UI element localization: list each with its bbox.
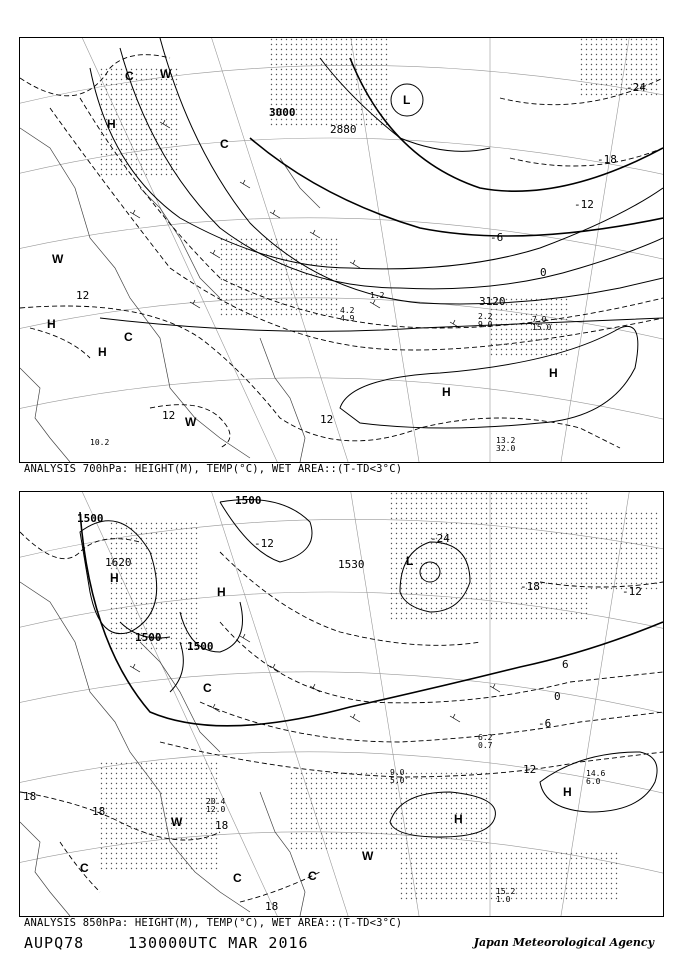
temperature-label: 12 <box>162 409 176 422</box>
warm-center: W <box>52 252 64 266</box>
high-center: H <box>98 345 107 359</box>
temperature-label: 12 <box>320 413 334 426</box>
station-temp: 20.4 <box>206 797 226 806</box>
station-temp: 15.2 <box>496 887 516 896</box>
temperature-label: -24 <box>626 81 646 94</box>
high-center: H <box>107 117 116 131</box>
station-dewpoint: 12.0 <box>206 805 226 814</box>
cold-center: C <box>124 330 133 344</box>
temperature-label: -18 <box>520 580 540 593</box>
height-label: 2880 <box>330 123 357 136</box>
height-label: 1500 <box>77 512 104 525</box>
station-temp: 9.0 <box>390 768 405 777</box>
station-dewpoint: 32.0 <box>496 444 516 453</box>
warm-center: W <box>160 67 172 81</box>
temperature-label: 18 <box>92 805 106 818</box>
agency-credit: Japan Meteorological Agency <box>473 936 654 949</box>
height-label: 1500 <box>135 631 162 644</box>
height-label: 3000 <box>269 106 296 119</box>
wet-area <box>100 492 660 902</box>
high-center: H <box>549 366 558 380</box>
height-label: 1500 <box>187 640 214 653</box>
temperature-label: 18 <box>23 790 37 803</box>
temperature-label: 12 <box>523 763 537 776</box>
temperature-label: -12 <box>254 537 274 550</box>
station-dewpoint: 6.0 <box>586 777 601 786</box>
station-dewpoint: 0.7 <box>478 741 493 750</box>
cold-center: C <box>125 69 134 83</box>
cold-center: C <box>80 861 89 875</box>
station-dewpoint: 9.0 <box>478 320 493 329</box>
station-dewpoint: 5.0 <box>390 776 405 785</box>
temperature-label: -12 <box>574 198 594 211</box>
low-center: L <box>406 554 414 568</box>
caption-700hpa: ANALYSIS 700hPa: HEIGHT(M), TEMP(°C), WET AREA::(T-TD<3°C) <box>24 463 403 475</box>
station-temp: 1.2 <box>370 291 385 300</box>
cold-center: C <box>233 871 242 885</box>
warm-center: W <box>362 849 374 863</box>
station-dewpoint: 4.9 <box>340 314 355 323</box>
temperature-label: 0 <box>540 266 547 279</box>
cold-center: C <box>203 681 212 695</box>
high-center: H <box>442 385 451 399</box>
warm-center: W <box>171 815 183 829</box>
low-center: L <box>403 93 411 107</box>
height-label: 1500 <box>235 494 262 507</box>
station-temp: 2.2 <box>478 312 493 321</box>
cold-center: C <box>220 137 229 151</box>
warm-center: W <box>185 415 197 429</box>
station-dewpoint: 1.0 <box>496 895 511 904</box>
temperature-label: 18 <box>215 819 229 832</box>
station-dewpoint: 15.0 <box>532 323 552 332</box>
high-center: H <box>110 571 119 585</box>
chart-850hpa <box>19 491 664 917</box>
temperature-label: 0 <box>554 690 561 703</box>
temperature-label: 12 <box>76 289 90 302</box>
station-temp: 6.2 <box>478 733 493 742</box>
height-label: 3120 <box>479 295 506 308</box>
station-temp: 7.0 <box>532 315 547 324</box>
height-label: 1530 <box>338 558 365 571</box>
temperature-label: 18 <box>265 900 279 913</box>
temperature-label: -24 <box>430 532 450 545</box>
high-center: H <box>454 812 463 826</box>
station-temp: 10.2 <box>90 438 110 447</box>
temperature-label: 6 <box>562 658 569 671</box>
chart-700hpa <box>19 37 664 463</box>
height-label: 1620 <box>105 556 132 569</box>
station-temp: 4.2 <box>340 306 355 315</box>
temperature-label: -12 <box>622 585 642 598</box>
valid-time: 130000UTC MAR 2016 <box>128 934 309 952</box>
station-temp: 13.2 <box>496 436 516 445</box>
station-temp: 14.6 <box>586 769 606 778</box>
high-center: H <box>563 785 572 799</box>
temperature-label: -18 <box>597 153 617 166</box>
temperature-label: -6 <box>490 231 504 244</box>
temperature-label: -6 <box>538 717 552 730</box>
chart-code: AUPQ78 <box>24 934 85 952</box>
high-center: H <box>217 585 226 599</box>
cold-center: C <box>308 869 317 883</box>
high-center: H <box>47 317 56 331</box>
caption-850hpa: ANALYSIS 850hPa: HEIGHT(M), TEMP(°C), WET AREA::(T-TD<3°C) <box>24 917 403 929</box>
